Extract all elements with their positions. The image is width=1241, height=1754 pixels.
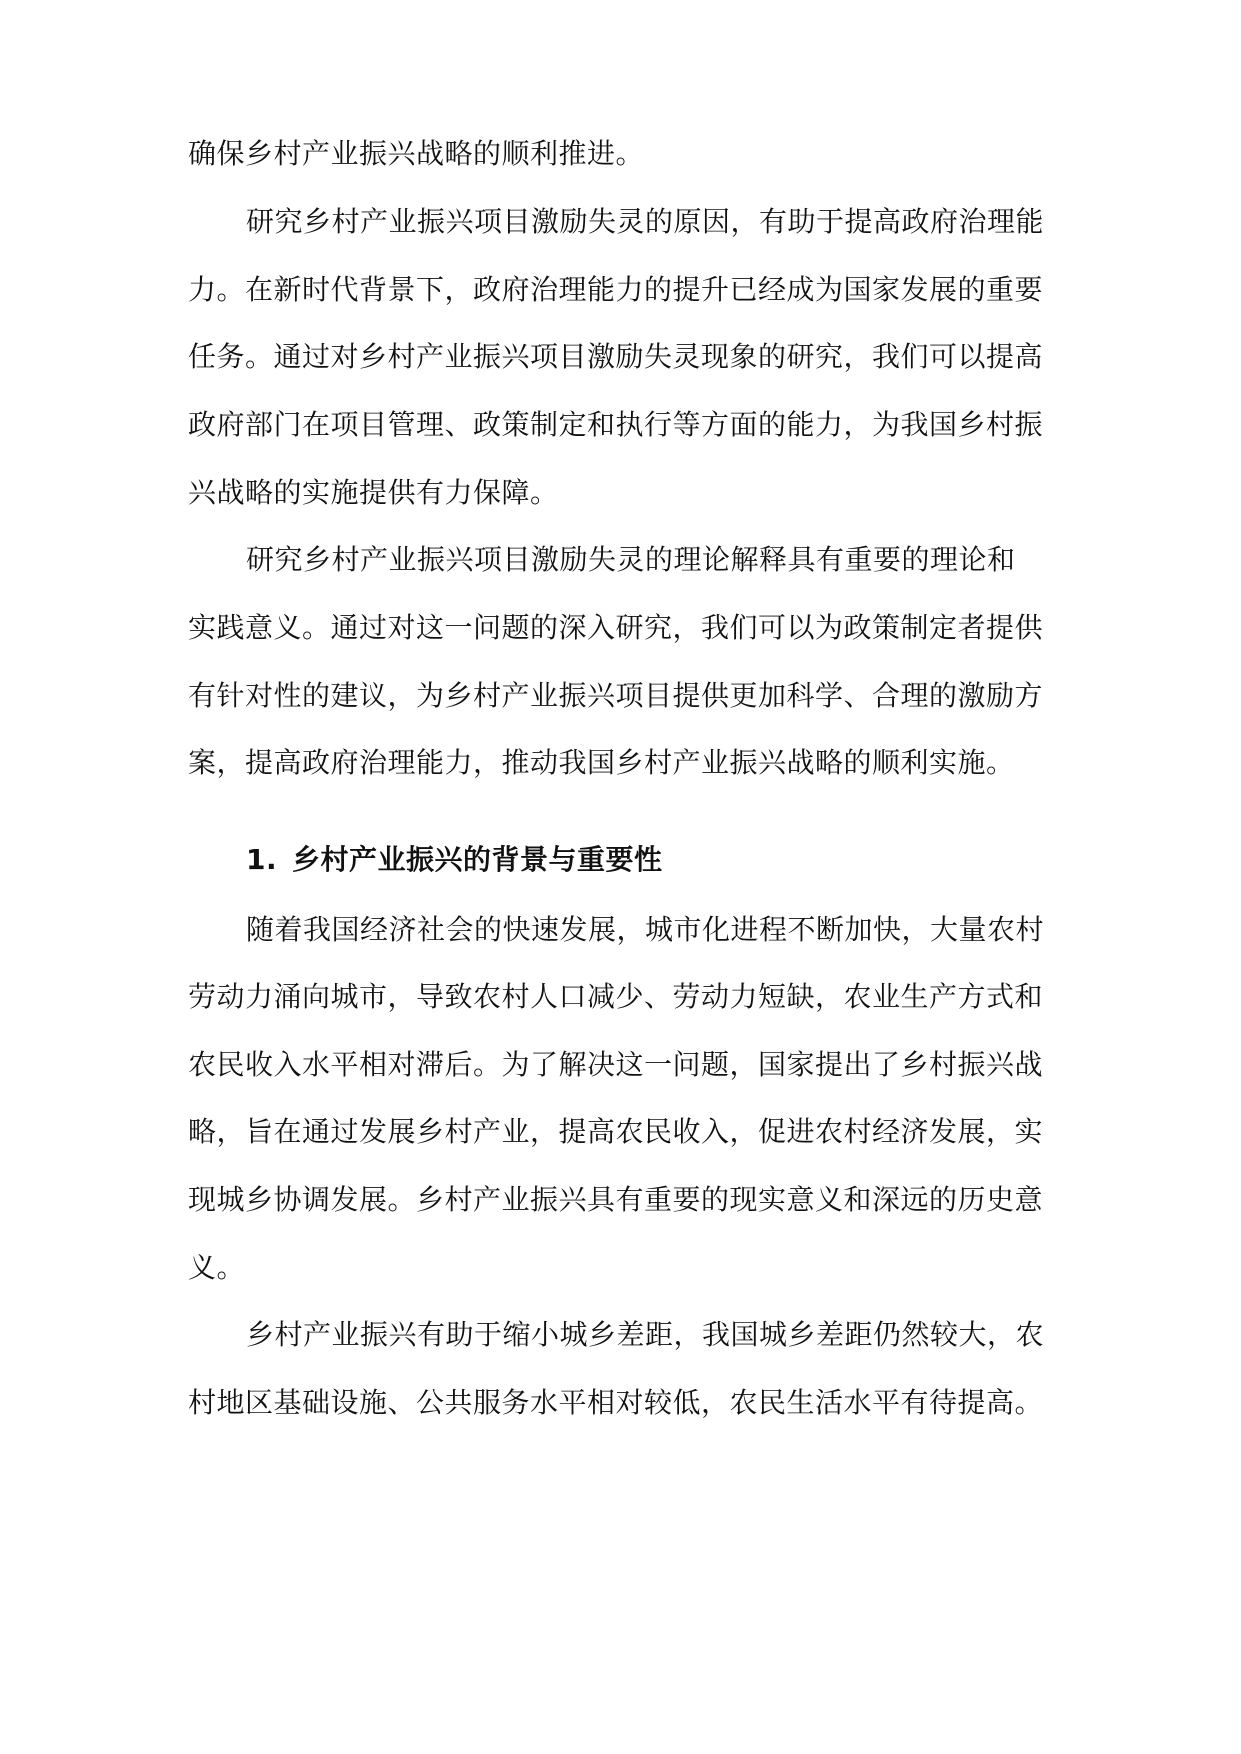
section-number: 1. (246, 843, 278, 876)
text-line: 兴战略的实施提供有力保障。 (188, 476, 559, 509)
text-line: 政府部门在项目管理、政策制定和执行等方面的能力，为我国乡村振 (188, 408, 1044, 441)
text-line: 农民收入水平相对滞后。为了解决这一问题，国家提出了乡村振兴战 (188, 1048, 1044, 1081)
text-line: 乡村产业振兴有助于缩小城乡差距，我国城乡差距仍然较大，农 (246, 1318, 1045, 1351)
text-line: 略，旨在通过发展乡村产业，提高农民收入，促进农村经济发展，实 (188, 1115, 1044, 1148)
text-line: 劳动力涌向城市，导致农村人口减少、劳动力短缺，农业生产方式和 (188, 980, 1044, 1013)
text-line: 义。 (188, 1251, 246, 1284)
text-line: 现城乡协调发展。乡村产业振兴具有重要的现实意义和深远的历史意 (188, 1183, 1044, 1216)
text-line: 研究乡村产业振兴项目激励失灵的理论解释具有重要的理论和 (246, 543, 1016, 576)
text-line: 村地区基础设施、公共服务水平相对较低，农民生活水平有待提高。 (188, 1386, 1044, 1419)
text-line: 力。在新时代背景下，政府治理能力的提升已经成为国家发展的重要 (188, 273, 1044, 306)
section-title: 乡村产业振兴的背景与重要性 (292, 843, 663, 876)
text-line: 实践意义。通过对这一问题的深入研究，我们可以为政策制定者提供 (188, 611, 1044, 644)
text-line: 有针对性的建议，为乡村产业振兴项目提供更加科学、合理的激励方 (188, 679, 1044, 712)
text-line: 研究乡村产业振兴项目激励失灵的原因，有助于提高政府治理能 (246, 205, 1045, 238)
text-line: 确保乡村产业振兴战略的顺利推进。 (188, 137, 645, 170)
text-line: 案，提高政府治理能力，推动我国乡村产业振兴战略的顺利实施。 (188, 746, 1015, 779)
section-heading (246, 840, 1066, 880)
text-line: 随着我国经济社会的快速发展，城市化进程不断加快，大量农村 (246, 913, 1045, 946)
text-line: 任务。通过对乡村产业振兴项目激励失灵现象的研究，我们可以提高 (188, 340, 1044, 373)
